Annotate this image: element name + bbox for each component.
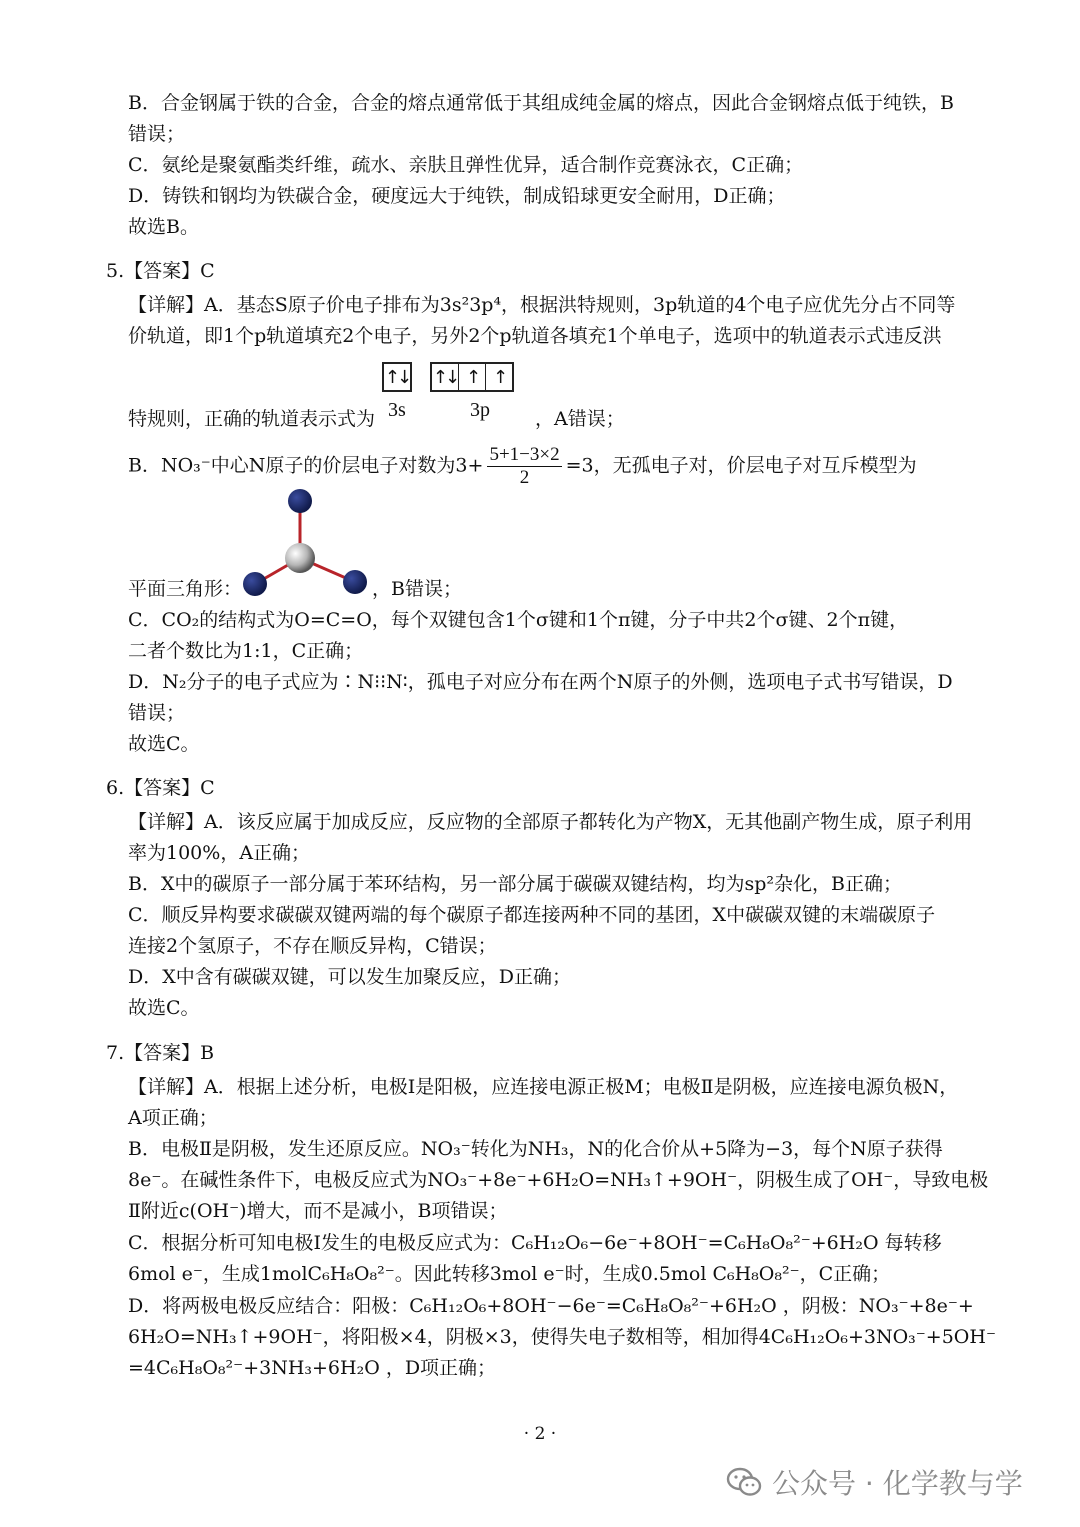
q7-line-8: D．将两极电极反应结合：阳极：C₆H₁₂O₆+8OH⁻−6e⁻=C₆H₈O₈²⁻+6H₂O ，阴极：NO₃⁻+8e⁻+	[128, 1295, 974, 1317]
q6-line-4: C．顺反异构要求碳碳双键两端的每个碳原子都连接两种不同的基团，X中碳碳双键的末端碳原子	[128, 904, 936, 926]
watermark-text: 公众号 · 化学教与学	[772, 1467, 1023, 1500]
q5-line-5: 平面三角形：	[128, 578, 243, 600]
q6-line-2: 率为100%，A正确；	[128, 842, 311, 864]
watermark	[726, 1462, 1023, 1502]
q6-line-7: 故选C。	[128, 997, 200, 1019]
q5-line-3a: 特规则，正确的轨道表示式为	[128, 408, 376, 430]
orbital-3p-box	[430, 362, 514, 392]
q5-line-5b: ，B错误；	[372, 578, 462, 600]
orbital-3p-cell-2: ↑	[459, 364, 486, 390]
q4-line-3: C．氨纶是聚氨酯类纤维，疏水、亲肤且弹性优异，适合制作竞赛泳衣，C正确；	[128, 154, 804, 176]
fraction-denominator: 2	[519, 467, 530, 488]
q4-line-5: 故选B。	[128, 216, 199, 238]
q7-line-6: C．根据分析可知电极Ⅰ发生的电极反应式为：C₆H₁₂O₆−6e⁻+8OH⁻=C₆H₈O₈²⁻+6H₂O 每转移	[128, 1232, 942, 1254]
central-atom	[285, 543, 315, 573]
orbital-3s-label: 3s	[388, 399, 406, 421]
orbital-3p-label: 3p	[470, 399, 490, 421]
wechat-icon	[726, 1467, 762, 1497]
q5-line-8: D．N₂分子的电子式应为∶N⁝⁝N∶，孤电子对应分布在两个N原子的外侧，选项电子式书写错误，D	[128, 671, 953, 693]
q6-line-5: 连接2个氢原子，不存在顺反异构，C错误；	[128, 935, 497, 957]
q5-line-7: 二者个数比为1:1，C正确；	[128, 640, 364, 662]
outer-atom-right	[343, 570, 367, 594]
q5-line-1: 【详解】A．基态S原子价电子排布为3s²3p⁴，根据洪特规则，3p轨道的4个电子应优先分占不同等	[128, 294, 956, 316]
q6-answer-heading: 6.【答案】C	[106, 777, 215, 799]
q7-answer-heading: 7.【答案】B	[106, 1042, 215, 1064]
q7-line-10: =4C₆H₈O₈²⁻+3NH₃+6H₂O ，D项正确；	[128, 1357, 497, 1379]
q5-line-9: 错误；	[128, 702, 186, 724]
q5-line-4b: =3，无孤电子对，价层电子对互斥模型为	[565, 454, 917, 477]
trigonal-planar-model-image	[240, 480, 370, 600]
fraction-numerator: 5+1−3×2	[489, 444, 560, 465]
q7-line-3: B．电极Ⅱ是阴极，发生还原反应。NO₃⁻转化为NH₃，N的化合价从+5降为−3，每个N原子获得	[128, 1138, 943, 1160]
q5-answer-heading: 5.【答案】C	[106, 260, 215, 282]
orbital-3s-box	[382, 362, 412, 392]
q4-line-1: B．合金钢属于铁的合金，合金的熔点通常低于其组成纯金属的熔点，因此合金钢熔点低于纯铁，B	[128, 92, 954, 114]
orbital-3p-cell-1: ↑↓	[432, 364, 459, 390]
q7-line-1: 【详解】A．根据上述分析，电极Ⅰ是阳极，应连接电源正极M；电极Ⅱ是阴极，应连接电源负极N，	[128, 1076, 959, 1098]
q7-line-4: 8e⁻。在碱性条件下，电极反应式为NO₃⁻+8e⁻+6H₂O=NH₃↑+9OH⁻，阴极生成了OH⁻，导致电极	[128, 1169, 989, 1191]
page-number: · 2 ·	[523, 1424, 557, 1444]
q6-line-6: D．X中含有碳碳双键，可以发生加聚反应，D正确；	[128, 966, 571, 988]
outer-atom-left	[243, 572, 267, 596]
q4-line-4: D．铸铁和钢均为铁碳合金，硬度远大于纯铁，制成铅球更安全耐用，D正确；	[128, 185, 786, 207]
q7-line-2: A项正确；	[128, 1107, 218, 1129]
valence-fraction	[487, 444, 561, 489]
outer-atom-top	[288, 489, 312, 513]
q7-line-5: Ⅱ附近c(OH⁻)增大，而不是减小，B项错误；	[128, 1200, 508, 1222]
orbital-3s-cell: ↑↓	[384, 366, 410, 388]
q5-line-2: 价轨道，即1个p轨道填充2个电子，另外2个p轨道各填充1个单电子，选项中的轨道表示式违反洪	[128, 325, 942, 347]
q5-line-3b: ，A错误；	[535, 408, 625, 430]
q5-line-4a: B．NO₃⁻中心N原子的价层电子对数为3+	[128, 454, 484, 477]
q5-line-6: C．CO₂的结构式为O=C=O，每个双键包含1个σ键和1个π键，分子中共2个σ键、2个π键，	[128, 609, 909, 631]
q6-line-1: 【详解】A．该反应属于加成反应，反应物的全部原子都转化为产物X，无其他副产物生成，原子利用	[128, 811, 973, 833]
orbital-3p-cell-3: ↑	[492, 366, 506, 388]
q4-line-2: 错误；	[128, 123, 186, 145]
q5-line-10: 故选C。	[128, 733, 200, 755]
q7-line-9: 6H₂O=NH₃↑+9OH⁻，将阳极×4，阴极×3，使得失电子数相等，相加得4C₆H₁₂O₆+3NO₃⁻+5OH⁻	[128, 1326, 996, 1348]
q7-line-7: 6mol e⁻，生成1molC₆H₈O₈²⁻。因此转移3mol e⁻时，生成0.5mol C₆H₈O₈²⁻，C正确；	[128, 1263, 891, 1285]
q6-line-3: B．X中的碳原子一部分属于苯环结构，另一部分属于碳碳双键结构，均为sp²杂化，B正确；	[128, 873, 902, 895]
